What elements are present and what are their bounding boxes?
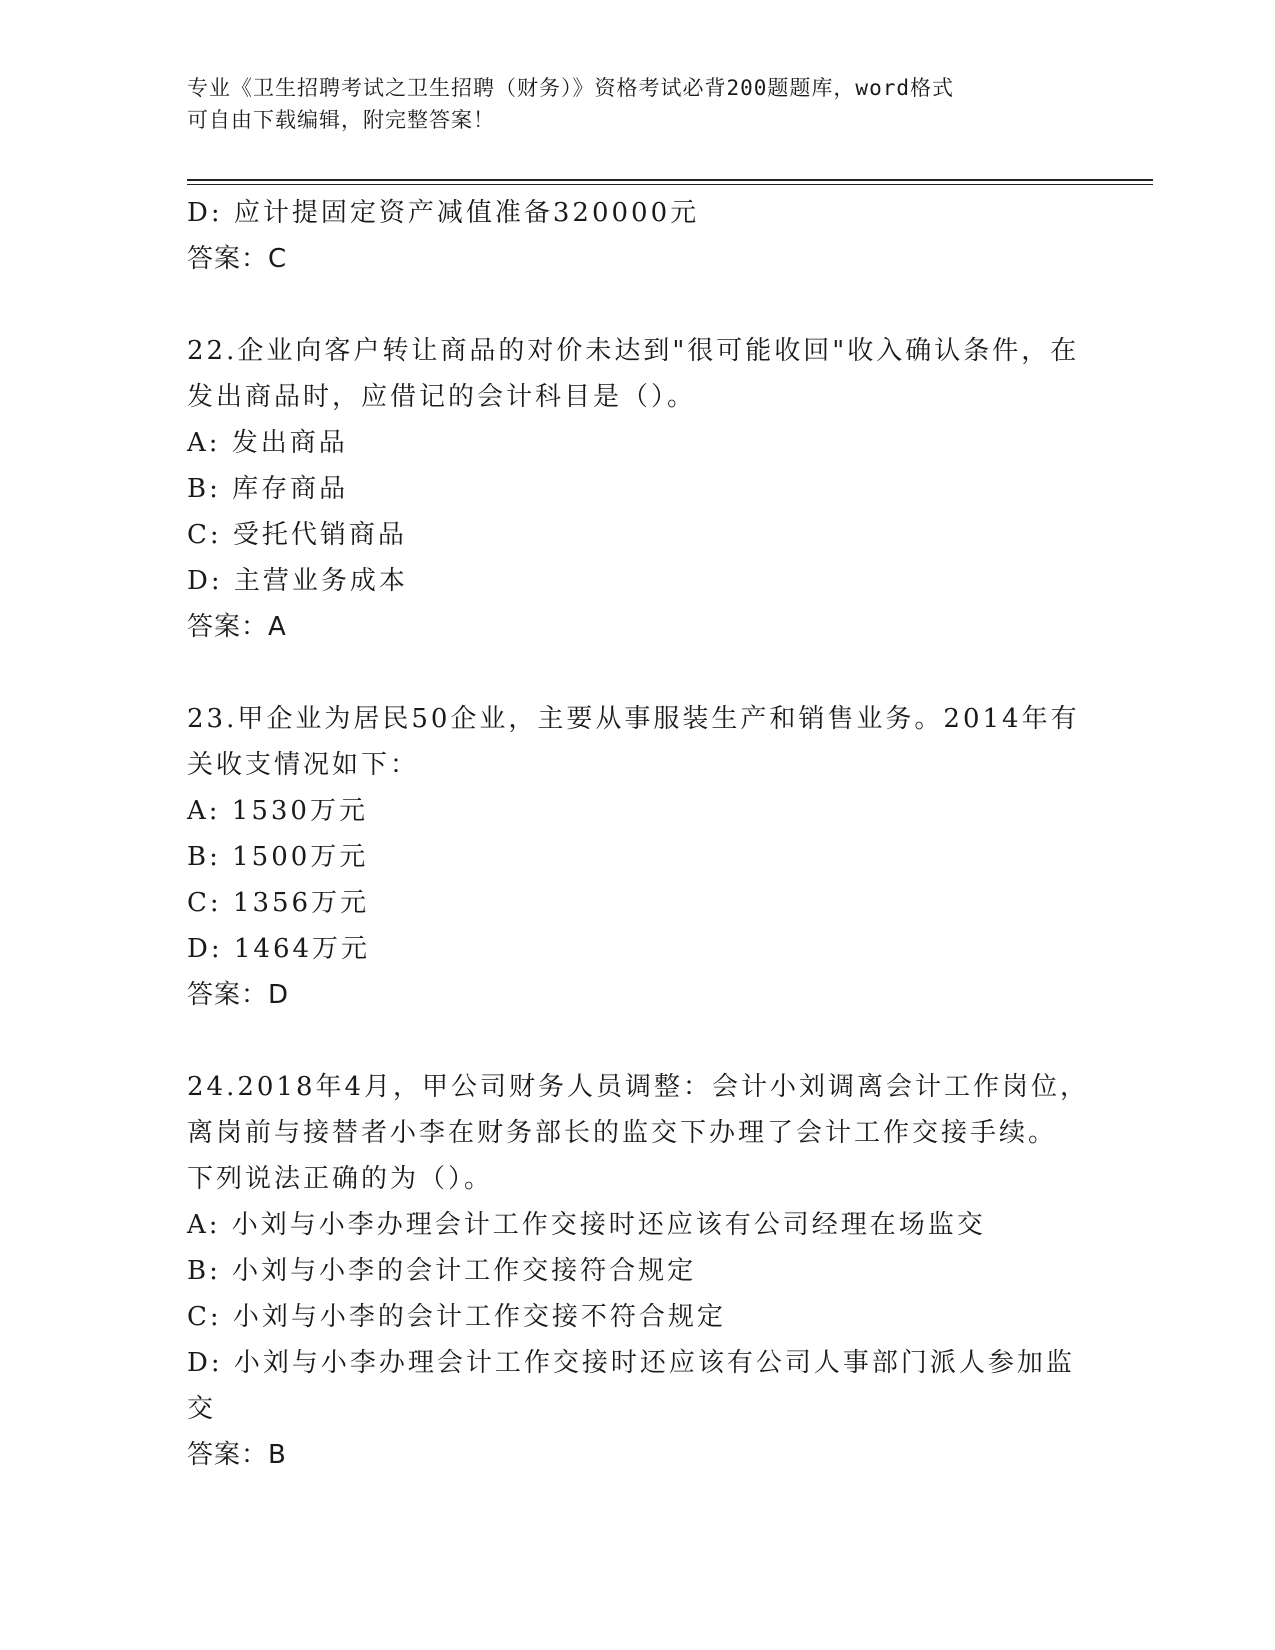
option-a: A: 1530万元: [187, 796, 368, 826]
question-text-line-1: 22.企业向客户转让商品的对价未达到"很可能收回"收入确认条件，在: [187, 336, 1080, 366]
answer-line: 答案：C: [187, 244, 288, 274]
option-d: D: 小刘与小李办理会计工作交接时还应该有公司人事部门派人参加监: [187, 1348, 1075, 1378]
question-text-line-1: 24.2018年4月，甲公司财务人员调整：会计小刘调离会计工作岗位，: [187, 1072, 1090, 1102]
option-c: C: 小刘与小李的会计工作交接不符合规定: [187, 1302, 726, 1332]
question-text-line-3: 下列说法正确的为（）。: [187, 1164, 494, 1194]
answer-line: 答案：D: [187, 980, 290, 1010]
question-22: [187, 328, 1087, 650]
answer-line: 答案：B: [187, 1440, 287, 1470]
question-text-line-1: 23.甲企业为居民50企业，主要从事服装生产和销售业务。2014年有: [187, 704, 1080, 734]
header-divider-thick: [187, 179, 1153, 181]
header-line-1: 专业《卫生招聘考试之卫生招聘（财务）》资格考试必背200题题库，word格式: [187, 76, 954, 100]
answer-line: 答案：A: [187, 612, 287, 642]
option-c: C: 受托代销商品: [187, 520, 407, 550]
question-text-line-2: 离岗前与接替者小李在财务部长的监交下办理了会计工作交接手续。: [187, 1118, 1058, 1148]
question-text-line-2: 关收支情况如下：: [187, 750, 420, 780]
option-d: D: 1464万元: [187, 934, 371, 964]
document-header: [187, 72, 1087, 136]
option-b: B: 1500万元: [187, 842, 369, 872]
question-21-tail: [187, 190, 1087, 282]
question-23: [187, 696, 1087, 1018]
option-a: A: 发出商品: [187, 428, 348, 458]
option-d-continuation: 交: [187, 1394, 217, 1424]
question-24: [187, 1064, 1090, 1478]
header-line-2: 可自由下载编辑，附完整答案！: [187, 108, 495, 132]
option-a: A: 小刘与小李办理会计工作交接时还应该有公司经理在场监交: [187, 1210, 986, 1240]
header-divider-thin: [187, 184, 1153, 185]
question-text-line-2: 发出商品时，应借记的会计科目是（）。: [187, 382, 697, 412]
option-b: B: 小刘与小李的会计工作交接符合规定: [187, 1256, 697, 1286]
option-b: B: 库存商品: [187, 474, 349, 504]
option-d: D: 主营业务成本: [187, 566, 408, 596]
option-d: D: 应计提固定资产减值准备320000元: [187, 198, 700, 228]
document-body: [187, 190, 1090, 1478]
option-c: C: 1356万元: [187, 888, 370, 918]
